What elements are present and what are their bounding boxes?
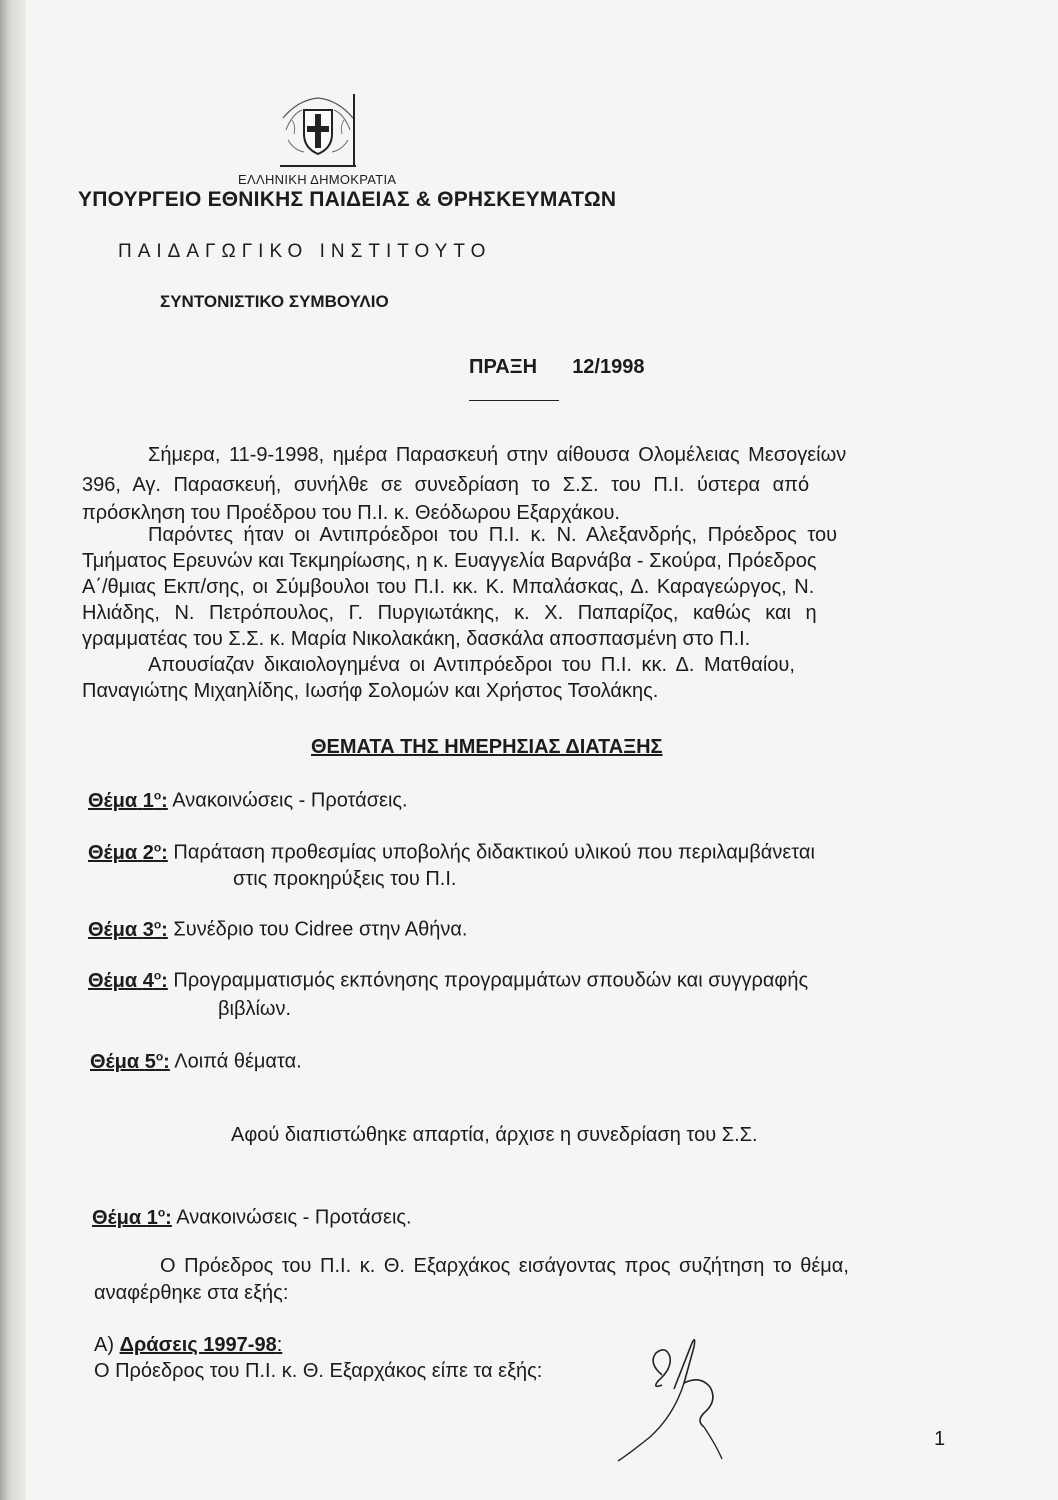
section-a-title: Δράσεις 1997-98: [119, 1334, 277, 1356]
agenda-item-2: [88, 840, 815, 865]
topic-label: Θέμα $1^o$:: [92, 1205, 172, 1229]
act-number: 12/1998: [572, 356, 645, 378]
agenda-item-5: [90, 1049, 302, 1074]
discussion-line: Ο Πρόεδρος του Π.Ι. κ. Θ. Εξαρχάκος εισάγοντας προς συζήτηση το θέμα,: [160, 1255, 849, 1277]
absent-line: Παναγιώτης Μιχαηλίδης, Ιωσήφ Σολομών και Χρήστος Τσολάκης.: [82, 680, 659, 702]
topic-label: Θέμα $4^o$:: [88, 968, 168, 992]
greek-coat-of-arms-icon: [278, 90, 358, 170]
intro-line: πρόσκληση του Προέδρου του Π.Ι. κ. Θεόδωρου Εξαρχάκου.: [82, 502, 620, 524]
present-line: Ηλιάδης, Ν. Πετρόπουλος, Γ. Πυργιωτάκης, κ. Χ. Παπαρίζος, καθώς και η: [82, 602, 817, 624]
act-label: ΠΡΑΞΗ: [469, 356, 538, 378]
page-number: 1: [934, 1428, 946, 1450]
ministry-name: ΥΠΟΥΡΓΕΙΟ ΕΘΝΙΚΗΣ ΠΑΙΔΕΙΑΣ & ΘΡΗΣΚΕΥΜΑΤΩΝ: [78, 188, 617, 211]
agency-name: ΕΛΛΗΝΙΚΗ ΔΗΜΟΚΡΑΤΙΑ: [238, 172, 397, 187]
absent-line: Απουσίαζαν δικαιολογημένα οι Αντιπρόεδροι του Π.Ι. κκ. Δ. Ματθαίου,: [148, 654, 795, 676]
discussion-line: αναφέρθηκε στα εξής:: [94, 1282, 289, 1304]
intro-line: Σήμερα, 11-9-1998, ημέρα Παρασκευή στην αίθουσα Ολομέλειας Μεσογείων: [148, 444, 847, 466]
agenda-item-3: [88, 917, 467, 942]
agenda-item-text: Λοιπά θέματα.: [174, 1050, 302, 1073]
topic-1-heading: [92, 1205, 412, 1230]
intro-line: 396, Αγ. Παρασκευή, συνήλθε σε συνεδρίαση το Σ.Σ. του Π.Ι. ύστερα από: [82, 474, 810, 496]
agenda-item-text: Ανακοινώσεις - Προτάσεις.: [172, 789, 408, 812]
act-title: [469, 356, 644, 379]
section-a-prefix: Α): [94, 1334, 114, 1356]
topic-label: Θέμα $1^o$:: [88, 788, 168, 812]
agenda-heading: ΘΕΜΑΤΑ ΤΗΣ ΗΜΕΡΗΣΙΑΣ ΔΙΑΤΑΞΗΣ: [311, 736, 663, 758]
section-a-heading: Α) Δράσεις 1997-98:: [94, 1334, 283, 1356]
agenda-item-text: Συνέδριο του Cidree στην Αθήνα.: [173, 918, 468, 941]
institute-name: ΠΑΙΔΑΓΩΓΙΚΟ ΙΝΣΤΙΤΟΥΤΟ: [118, 241, 492, 262]
topic-label: Θέμα $2^o$:: [88, 840, 168, 864]
topic-text: Ανακοινώσεις - Προτάσεις.: [176, 1206, 412, 1229]
agenda-item-4-continued: βιβλίων.: [218, 998, 292, 1020]
quorum-statement: Αφού διαπιστώθηκε απαρτία, άρχισε η συνεδρίαση του Σ.Σ.: [231, 1124, 758, 1146]
closing-line: Ο Πρόεδρος του Π.Ι. κ. Θ. Εξαρχάκος είπε τα εξής:: [94, 1360, 543, 1382]
agenda-item-4: [88, 968, 808, 993]
topic-label: Θέμα $3^o$:: [88, 917, 168, 941]
council-name: ΣΥΝΤΟΝΙΣΤΙΚΟ ΣΥΜΒΟΥΛΙΟ: [160, 292, 389, 311]
present-line: Τμήματος Ερευνών και Τεκμηρίωσης, η κ. Ευαγγελία Βαρνάβα - Σκούρα, Πρόεδρος: [82, 550, 817, 572]
present-line: Παρόντες ήταν οι Αντιπρόεδροι του Π.Ι. κ. Ν. Αλεξανδρής, Πρόεδρος του: [148, 524, 838, 546]
present-line: γραμματέας του Σ.Σ. κ. Μαρία Νικολακάκη, δασκάλα αποσπασμένη στο Π.Ι.: [82, 628, 751, 650]
title-underline: [469, 400, 559, 401]
present-line: Α΄/θμιας Εκπ/σης, οι Σύμβουλοι του Π.Ι. κκ. Κ. Μπαλάσκας, Δ. Καραγεώργος, Ν.: [82, 576, 815, 598]
agenda-item-1: [88, 788, 408, 813]
binding-edge: [0, 0, 26, 1500]
topic-label: Θέμα $5^o$:: [90, 1049, 170, 1073]
agenda-item-text: Παράταση προθεσμίας υποβολής διδακτικού υλικού που περιλαμβάνεται: [173, 841, 815, 864]
agenda-item-text: Προγραμματισμός εκπόνησης προγραμμάτων σπουδών και συγγραφής: [173, 969, 809, 992]
agenda-item-2-continued: στις προκηρύξεις του Π.Ι.: [233, 868, 457, 890]
handwritten-signature: [600, 1335, 750, 1475]
